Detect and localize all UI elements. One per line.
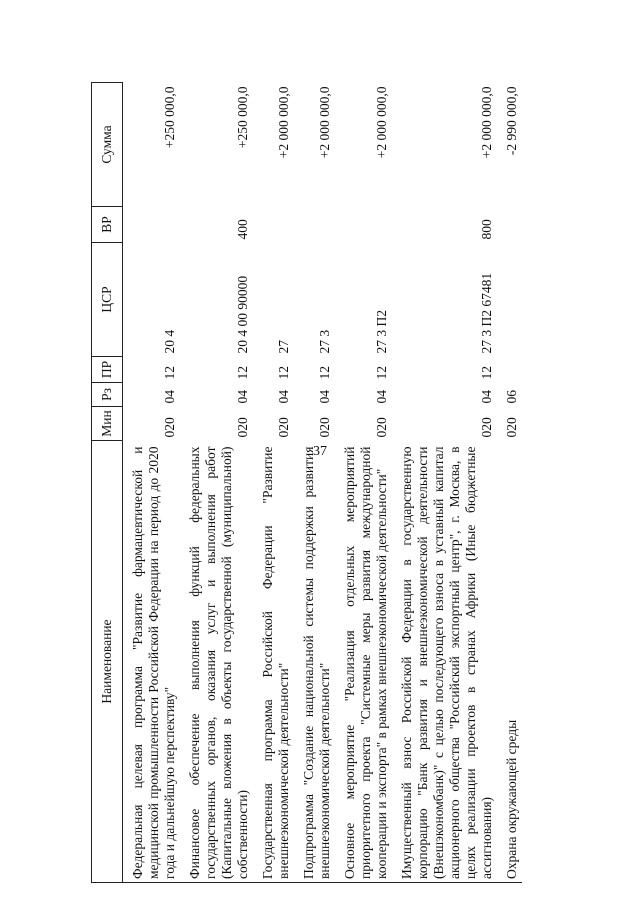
row-sum: +2 000 000,0 bbox=[374, 86, 389, 159]
row-sum: +250 000,0 bbox=[235, 86, 250, 149]
row-sum: +250 000,0 bbox=[162, 86, 177, 149]
row-name: Финансовое обеспечение выполнения функций федеральных государственных органов, оказания услуг и выполнения работ (Капитальные вложения в объекты государственной (муниципальной) собственности) bbox=[180, 441, 253, 883]
row-vr bbox=[123, 207, 181, 243]
header-csr: ЦСР bbox=[92, 243, 123, 357]
row-csr bbox=[497, 243, 522, 357]
row-name: Федеральная целевая программа "Развитие фармацевтической и медицинской промышленности Российской Федерации на период до 2020 года и дальнейшую перспективу" bbox=[123, 441, 181, 883]
row-pr: 12 bbox=[479, 366, 494, 380]
row-name: Основное мероприятие "Реализация отдельных мероприятий приоритетного проекта "Системные меры развития международной кооперации и экспорта" в рамках внешнеэкономической деятельности" bbox=[335, 441, 392, 883]
table-row bbox=[180, 83, 253, 883]
header-pr: ПР bbox=[92, 357, 123, 383]
row-pr: 12 bbox=[235, 366, 250, 380]
row-sum: +2 000 000,0 bbox=[479, 86, 494, 159]
row-csr: 20 4 bbox=[162, 329, 177, 354]
row-csr: 27 3 bbox=[317, 329, 332, 354]
header-name: Наименование bbox=[92, 441, 123, 883]
table-row bbox=[497, 83, 522, 883]
row-rz: 06 bbox=[504, 390, 519, 404]
row-sum: +2 000 000,0 bbox=[276, 86, 291, 159]
row-pr: 12 bbox=[276, 366, 291, 380]
row-rz: 04 bbox=[276, 390, 291, 404]
row-pr: 12 bbox=[374, 366, 389, 380]
header-vr: ВР bbox=[92, 207, 123, 243]
row-vr bbox=[253, 207, 294, 243]
row-rz: 04 bbox=[162, 390, 177, 404]
table-row bbox=[123, 83, 181, 883]
row-csr: 20 4 00 90000 bbox=[235, 275, 250, 354]
table-row bbox=[335, 83, 392, 883]
table-header-row bbox=[92, 83, 123, 883]
row-pr: 12 bbox=[162, 366, 177, 380]
row-name: Подпрограмма "Создание национальной системы поддержки развития внешнеэкономической деятельности" bbox=[294, 441, 335, 883]
table-row bbox=[392, 83, 497, 883]
row-min: 020 bbox=[162, 417, 177, 438]
row-csr: 27 3 П2 67481 bbox=[479, 272, 494, 354]
table-row bbox=[294, 83, 335, 883]
budget-table bbox=[91, 82, 522, 883]
row-rz: 04 bbox=[479, 390, 494, 404]
row-min: 020 bbox=[479, 417, 494, 438]
row-rz: 04 bbox=[317, 390, 332, 404]
header-rz: Рз bbox=[92, 383, 123, 407]
row-sum: +2 000 000,0 bbox=[317, 86, 332, 159]
page-number: 37 bbox=[313, 444, 327, 459]
row-vr: 800 bbox=[479, 219, 494, 240]
row-name: Охрана окружающей среды bbox=[497, 441, 522, 883]
row-csr: 27 3 П2 bbox=[374, 310, 389, 354]
row-min: 020 bbox=[374, 417, 389, 438]
row-vr: 400 bbox=[235, 219, 250, 240]
header-min: Мин bbox=[92, 407, 123, 441]
row-name: Государственная программа Российской Федерации "Развитие внешнеэкономической деятельности" bbox=[253, 441, 294, 883]
rotated-page-content bbox=[91, 83, 561, 883]
row-sum: -2 990 000,0 bbox=[504, 86, 519, 156]
row-rz: 04 bbox=[235, 390, 250, 404]
row-min: 020 bbox=[317, 417, 332, 438]
row-min: 020 bbox=[235, 417, 250, 438]
table-row bbox=[253, 83, 294, 883]
row-pr bbox=[497, 357, 522, 383]
header-sum: Сумма bbox=[92, 83, 123, 207]
row-name: Имущественный взнос Российской Федерации в государственную корпорацию "Банк развития и внешнеэкономической деятельности (Внешэкономбанк)" с целью последующего взноса в уставный капитал акционерного общества "Российский экспортный центр", г. Москва, в целях реализации проектов в странах Африки (Иные бюджетные ассигнования) bbox=[392, 441, 497, 883]
row-csr: 27 bbox=[276, 340, 291, 354]
row-min: 020 bbox=[504, 417, 519, 438]
row-pr: 12 bbox=[317, 366, 332, 380]
row-vr bbox=[497, 207, 522, 243]
row-min: 020 bbox=[276, 417, 291, 438]
row-vr bbox=[294, 207, 335, 243]
row-vr bbox=[335, 207, 392, 243]
row-rz: 04 bbox=[374, 390, 389, 404]
